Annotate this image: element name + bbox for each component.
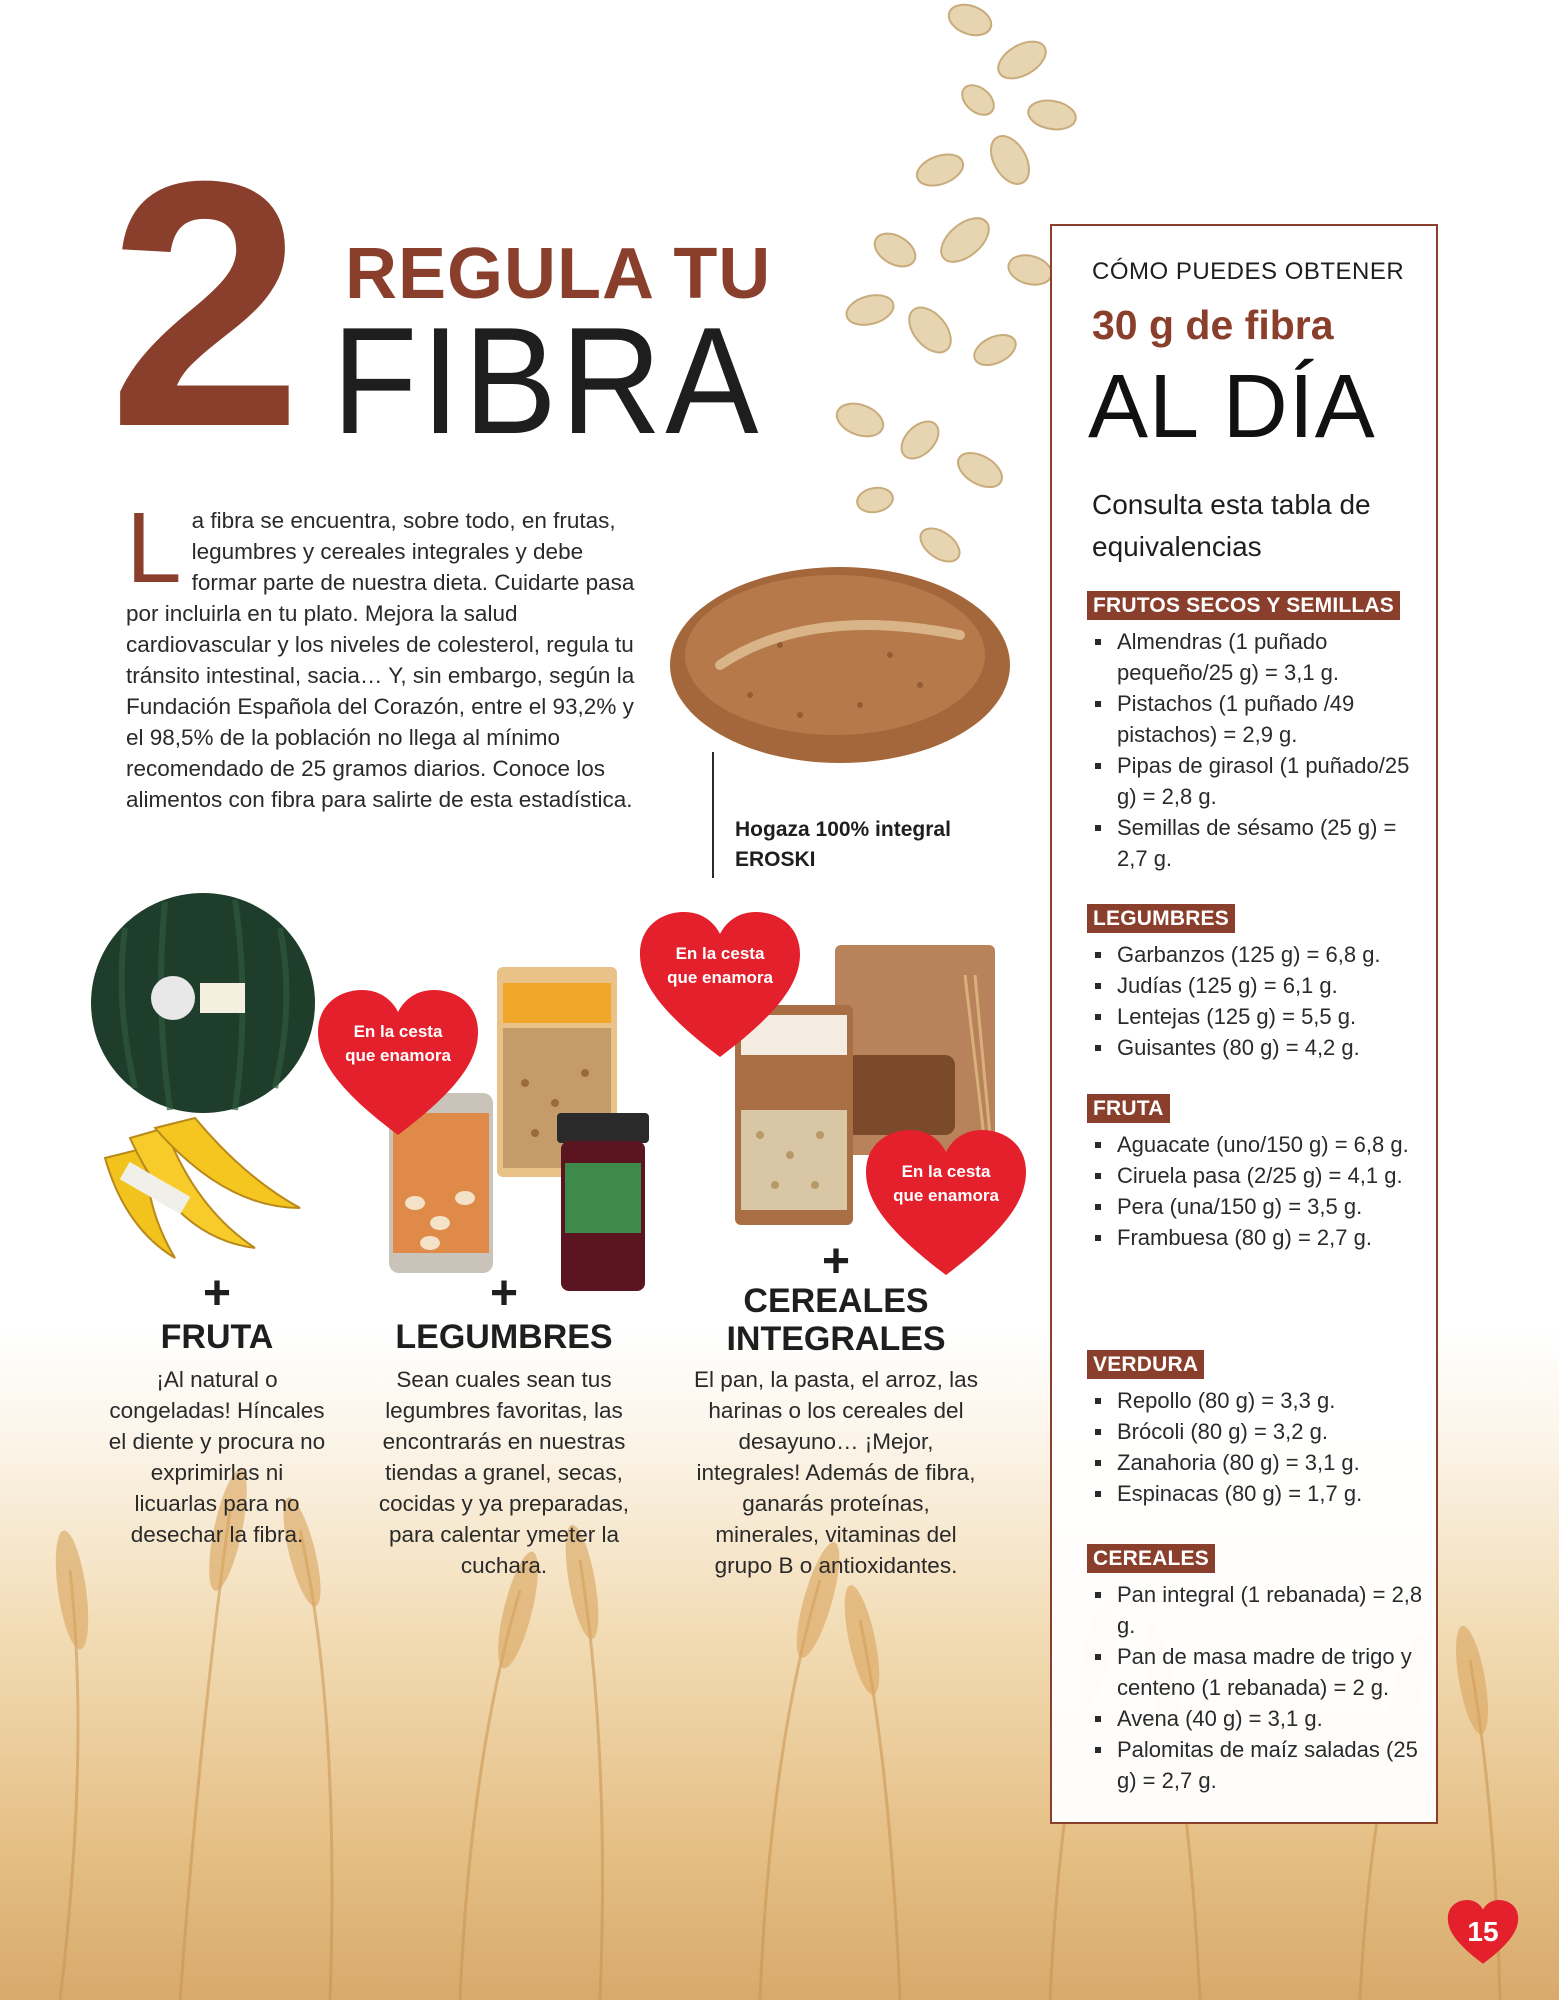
title-line-1: REGULA TU (345, 234, 772, 314)
fiber-equivalence-sidebar (1050, 224, 1438, 1824)
list-item: Pistachos (1 puñado /49 pistachos) = 2,9 g. (1087, 688, 1427, 750)
list-item: Pipas de girasol (1 puñado/25 g) = 2,8 g. (1087, 750, 1427, 812)
list-item: Almendras (1 puñado pequeño/25 g) = 3,1 g. (1087, 626, 1427, 688)
category-title-legumbres: LEGUMBRES (395, 1318, 613, 1356)
category-title-cereales (691, 1282, 981, 1358)
list-item: Frambuesa (80 g) = 2,7 g. (1087, 1222, 1427, 1253)
drop-cap: L (126, 492, 182, 604)
page-number: 15 (1467, 1916, 1499, 1947)
bread-loaf-image (660, 555, 1020, 775)
heart-text-1: En la cesta (675, 944, 765, 963)
sidebar-pretitle: CÓMO PUEDES OBTENER (1092, 258, 1405, 285)
list-item: Garbanzos (125 g) = 6,8 g. (1087, 939, 1427, 970)
list-item: Pera (una/150 g) = 3,5 g. (1087, 1191, 1427, 1222)
list-item: Guisantes (80 g) = 4,2 g. (1087, 1032, 1427, 1063)
list-item: Pan integral (1 rebanada) = 2,8 g. (1087, 1579, 1427, 1641)
list-item: Zanahoria (80 g) = 3,1 g. (1087, 1447, 1427, 1478)
section-label: FRUTOS SECOS Y SEMILLAS (1087, 591, 1400, 620)
sidebar-section-verdura (1087, 1350, 1427, 1509)
list-item: Lentejas (125 g) = 5,5 g. (1087, 1001, 1427, 1032)
sidebar-subtitle: Consulta esta tabla de equivalencias (1092, 489, 1371, 562)
heart-text-2: que enamora (345, 1046, 451, 1065)
category-title-line-1: CEREALES (743, 1282, 929, 1320)
page-number-heart (1445, 1900, 1521, 1966)
sidebar-amount: 30 g de fibra (1092, 302, 1334, 348)
caption-rule (712, 752, 714, 878)
list-item: Brócoli (80 g) = 3,2 g. (1087, 1416, 1427, 1447)
category-text-legumbres: Sean cuales sean tus legumbres favoritas, las encontrarás en nuestras tiendas a granel, secas, cocidas y ya preparadas, para calentar ymeter la cuchara. (378, 1367, 630, 1578)
heart-text-2: que enamora (667, 968, 773, 987)
category-text-cereales: El pan, la pasta, el arroz, las harinas o los cereales del desayuno… ¡Mejor, integrales! Además de fibra, ganarás proteínas, minerales, vitaminas del grupo B o antioxidantes. (694, 1367, 978, 1578)
list-item: Espinacas (80 g) = 1,7 g. (1087, 1478, 1427, 1509)
sidebar-section-frutos-secos (1087, 591, 1427, 874)
heart-text-1: En la cesta (353, 1022, 443, 1041)
plus-icon: + (489, 1267, 519, 1320)
list-item: Pan de masa madre de trigo y centeno (1 rebanada) = 2 g. (1087, 1641, 1427, 1703)
category-title-fruta: FRUTA (160, 1318, 274, 1356)
watermelon-banana-image (85, 888, 325, 1268)
sidebar-section-fruta (1087, 1094, 1427, 1253)
section-label: LEGUMBRES (1087, 904, 1235, 933)
section-label: CEREALES (1087, 1544, 1215, 1573)
list-item: Repollo (80 g) = 3,3 g. (1087, 1385, 1427, 1416)
section-number: 2 (108, 109, 293, 500)
list-item: Judías (125 g) = 6,1 g. (1087, 970, 1427, 1001)
list-item: Avena (40 g) = 3,1 g. (1087, 1703, 1427, 1734)
list-item: Ciruela pasa (2/25 g) = 4,1 g. (1087, 1160, 1427, 1191)
intro-text: a fibra se encuentra, sobre todo, en frutas, legumbres y cereales integrales y debe formar parte de nuestra dieta. Cuidarte pasa por incluirla en tu plato. Mejora la salud cardiovascular y los niveles de colesterol, regula tu tránsito intestinal, sacia… Y, sin embargo, según la Fundación Española del Corazón, entre el 93,2% y el 98,5% de la población no llega al mínimo recomendado de 25 gramos diarios. Conoce los alimentos con fibra para salirte de esta estadística. (126, 508, 635, 812)
list-item: Semillas de sésamo (25 g) = 2,7 g. (1087, 812, 1427, 874)
section-label: FRUTA (1087, 1094, 1170, 1123)
sidebar-headline: AL DÍA (1088, 357, 1376, 457)
heart-badge (640, 912, 800, 1062)
category-text-fruta: ¡Al natural o congeladas! Híncales el diente y procura no exprimirlas ni licuarlas para no desechar la fibra. (108, 1367, 326, 1547)
heart-badge (318, 990, 478, 1140)
bread-caption: Hogaza 100% integral EROSKI (735, 818, 951, 871)
plus-icon: + (821, 1235, 851, 1288)
sidebar-section-cereales (1087, 1544, 1427, 1796)
category-title-line-2: INTEGRALES (726, 1320, 946, 1358)
list-item: Aguacate (uno/150 g) = 6,8 g. (1087, 1129, 1427, 1160)
heart-text-2: que enamora (893, 1186, 999, 1205)
section-label: VERDURA (1087, 1350, 1204, 1379)
intro-paragraph (126, 492, 636, 815)
title-line-2: FIBRA (332, 296, 763, 466)
heart-badge (866, 1130, 1026, 1280)
plus-icon: + (202, 1267, 232, 1320)
sidebar-section-legumbres (1087, 904, 1427, 1063)
list-item: Palomitas de maíz saladas (25 g) = 2,7 g. (1087, 1734, 1427, 1796)
heart-text-1: En la cesta (901, 1162, 991, 1181)
